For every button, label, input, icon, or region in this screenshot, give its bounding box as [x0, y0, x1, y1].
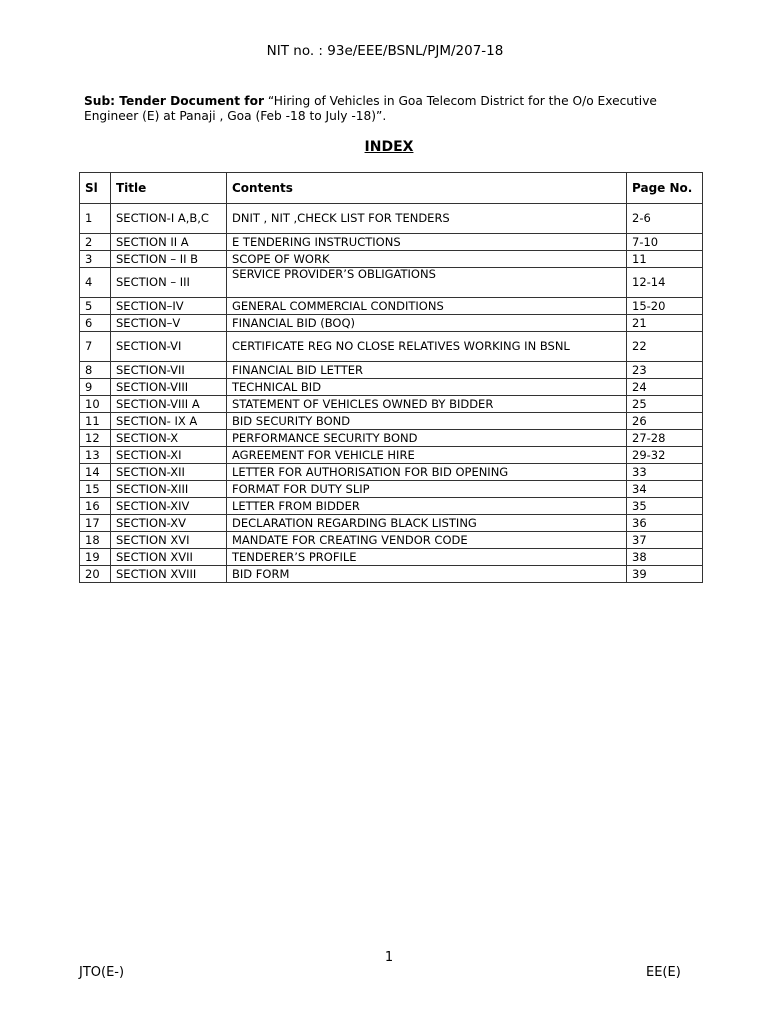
cell-contents: DECLARATION REGARDING BLACK LISTING — [227, 515, 627, 532]
cell-contents: TECHNICAL BID — [227, 379, 627, 396]
cell-title: SECTION XVII — [111, 549, 227, 566]
cell-contents: SCOPE OF WORK — [227, 251, 627, 268]
cell-contents: SERVICE PROVIDER’S OBLIGATIONS — [227, 268, 627, 298]
cell-page: 22 — [627, 332, 703, 362]
cell-contents: BID FORM — [227, 566, 627, 583]
cell-title: SECTION-I A,B,C — [111, 204, 227, 234]
cell-page: 34 — [627, 481, 703, 498]
cell-title: SECTION II A — [111, 234, 227, 251]
cell-contents: FORMAT FOR DUTY SLIP — [227, 481, 627, 498]
table-row — [80, 251, 703, 268]
cell-contents: MANDATE FOR CREATING VENDOR CODE — [227, 532, 627, 549]
cell-contents: LETTER FOR AUTHORISATION FOR BID OPENING — [227, 464, 627, 481]
cell-title: SECTION XVI — [111, 532, 227, 549]
table-row — [80, 464, 703, 481]
cell-contents: FINANCIAL BID (BOQ) — [227, 315, 627, 332]
header-contents: Contents — [227, 173, 627, 204]
cell-page: 12-14 — [627, 268, 703, 298]
table-row — [80, 549, 703, 566]
table-row — [80, 532, 703, 549]
cell-page: 36 — [627, 515, 703, 532]
cell-title: SECTION – III — [111, 268, 227, 298]
footer-right-signature: EE(E) — [646, 965, 681, 980]
table-row — [80, 204, 703, 234]
cell-page: 2-6 — [627, 204, 703, 234]
cell-sl: 7 — [80, 332, 111, 362]
cell-page: 23 — [627, 362, 703, 379]
table-row — [80, 430, 703, 447]
cell-sl: 3 — [80, 251, 111, 268]
cell-sl: 4 — [80, 268, 111, 298]
table-row — [80, 379, 703, 396]
nit-number: NIT no. : 93e/EEE/BSNL/PJM/207-18 — [266, 43, 504, 59]
cell-page: 24 — [627, 379, 703, 396]
cell-page: 27-28 — [627, 430, 703, 447]
cell-contents: CERTIFICATE REG NO CLOSE RELATIVES WORKING IN BSNL — [227, 332, 627, 362]
cell-page: 15-20 — [627, 298, 703, 315]
table-row — [80, 498, 703, 515]
header-sl: Sl — [80, 173, 111, 204]
cell-page: 33 — [627, 464, 703, 481]
subject-label: Sub: Tender Document for — [84, 94, 264, 108]
table-row — [80, 481, 703, 498]
cell-page: 39 — [627, 566, 703, 583]
cell-contents: AGREEMENT FOR VEHICLE HIRE — [227, 447, 627, 464]
table-header-row — [80, 173, 703, 204]
table-row — [80, 298, 703, 315]
cell-title: SECTION-XI — [111, 447, 227, 464]
cell-sl: 5 — [80, 298, 111, 315]
cell-sl: 9 — [80, 379, 111, 396]
table-row — [80, 332, 703, 362]
cell-contents: DNIT , NIT ,CHECK LIST FOR TENDERS — [227, 204, 627, 234]
table-row — [80, 413, 703, 430]
cell-title: SECTION-XIV — [111, 498, 227, 515]
cell-sl: 6 — [80, 315, 111, 332]
cell-contents: BID SECURITY BOND — [227, 413, 627, 430]
cell-sl: 17 — [80, 515, 111, 532]
cell-title: SECTION–V — [111, 315, 227, 332]
subject-text: “Hiring of Vehicles in Goa Telecom District for the O/o Executive Engineer (E) at Panaji , Goa (Feb -18 to July -18)”. — [84, 94, 657, 123]
cell-contents: FINANCIAL BID LETTER — [227, 362, 627, 379]
cell-sl: 13 — [80, 447, 111, 464]
cell-title: SECTION-XIII — [111, 481, 227, 498]
cell-title: SECTION-VIII — [111, 379, 227, 396]
footer-left-signature: JTO(E-) — [79, 965, 125, 980]
cell-sl: 11 — [80, 413, 111, 430]
table-row — [80, 566, 703, 583]
cell-sl: 16 — [80, 498, 111, 515]
cell-page: 11 — [627, 251, 703, 268]
cell-sl: 15 — [80, 481, 111, 498]
index-title: INDEX — [364, 139, 414, 155]
cell-page: 38 — [627, 549, 703, 566]
cell-page: 26 — [627, 413, 703, 430]
cell-page: 37 — [627, 532, 703, 549]
table-row — [80, 362, 703, 379]
cell-contents: LETTER FROM BIDDER — [227, 498, 627, 515]
cell-page: 21 — [627, 315, 703, 332]
page-number: 1 — [384, 950, 394, 965]
cell-title: SECTION- IX A — [111, 413, 227, 430]
cell-title: SECTION-VII — [111, 362, 227, 379]
cell-title: SECTION-VIII A — [111, 396, 227, 413]
cell-sl: 10 — [80, 396, 111, 413]
cell-page: 29-32 — [627, 447, 703, 464]
header-page: Page No. — [627, 173, 703, 204]
cell-title: SECTION-XII — [111, 464, 227, 481]
cell-title: SECTION-VI — [111, 332, 227, 362]
cell-sl: 8 — [80, 362, 111, 379]
cell-sl: 18 — [80, 532, 111, 549]
table-row — [80, 234, 703, 251]
cell-sl: 12 — [80, 430, 111, 447]
table-row — [80, 515, 703, 532]
table-row — [80, 447, 703, 464]
cell-page: 35 — [627, 498, 703, 515]
table-row — [80, 315, 703, 332]
cell-title: SECTION–IV — [111, 298, 227, 315]
index-table — [79, 172, 703, 583]
cell-contents: E TENDERING INSTRUCTIONS — [227, 234, 627, 251]
cell-sl: 20 — [80, 566, 111, 583]
cell-contents: PERFORMANCE SECURITY BOND — [227, 430, 627, 447]
cell-sl: 2 — [80, 234, 111, 251]
subject-line — [84, 94, 714, 123]
cell-sl: 19 — [80, 549, 111, 566]
cell-sl: 14 — [80, 464, 111, 481]
table-row — [80, 268, 703, 298]
cell-title: SECTION-XV — [111, 515, 227, 532]
cell-contents: GENERAL COMMERCIAL CONDITIONS — [227, 298, 627, 315]
cell-title: SECTION – II B — [111, 251, 227, 268]
cell-sl: 1 — [80, 204, 111, 234]
cell-title: SECTION XVIII — [111, 566, 227, 583]
table-row — [80, 396, 703, 413]
cell-contents: TENDERER’S PROFILE — [227, 549, 627, 566]
cell-page: 25 — [627, 396, 703, 413]
cell-contents: STATEMENT OF VEHICLES OWNED BY BIDDER — [227, 396, 627, 413]
header-title: Title — [111, 173, 227, 204]
cell-page: 7-10 — [627, 234, 703, 251]
cell-title: SECTION-X — [111, 430, 227, 447]
